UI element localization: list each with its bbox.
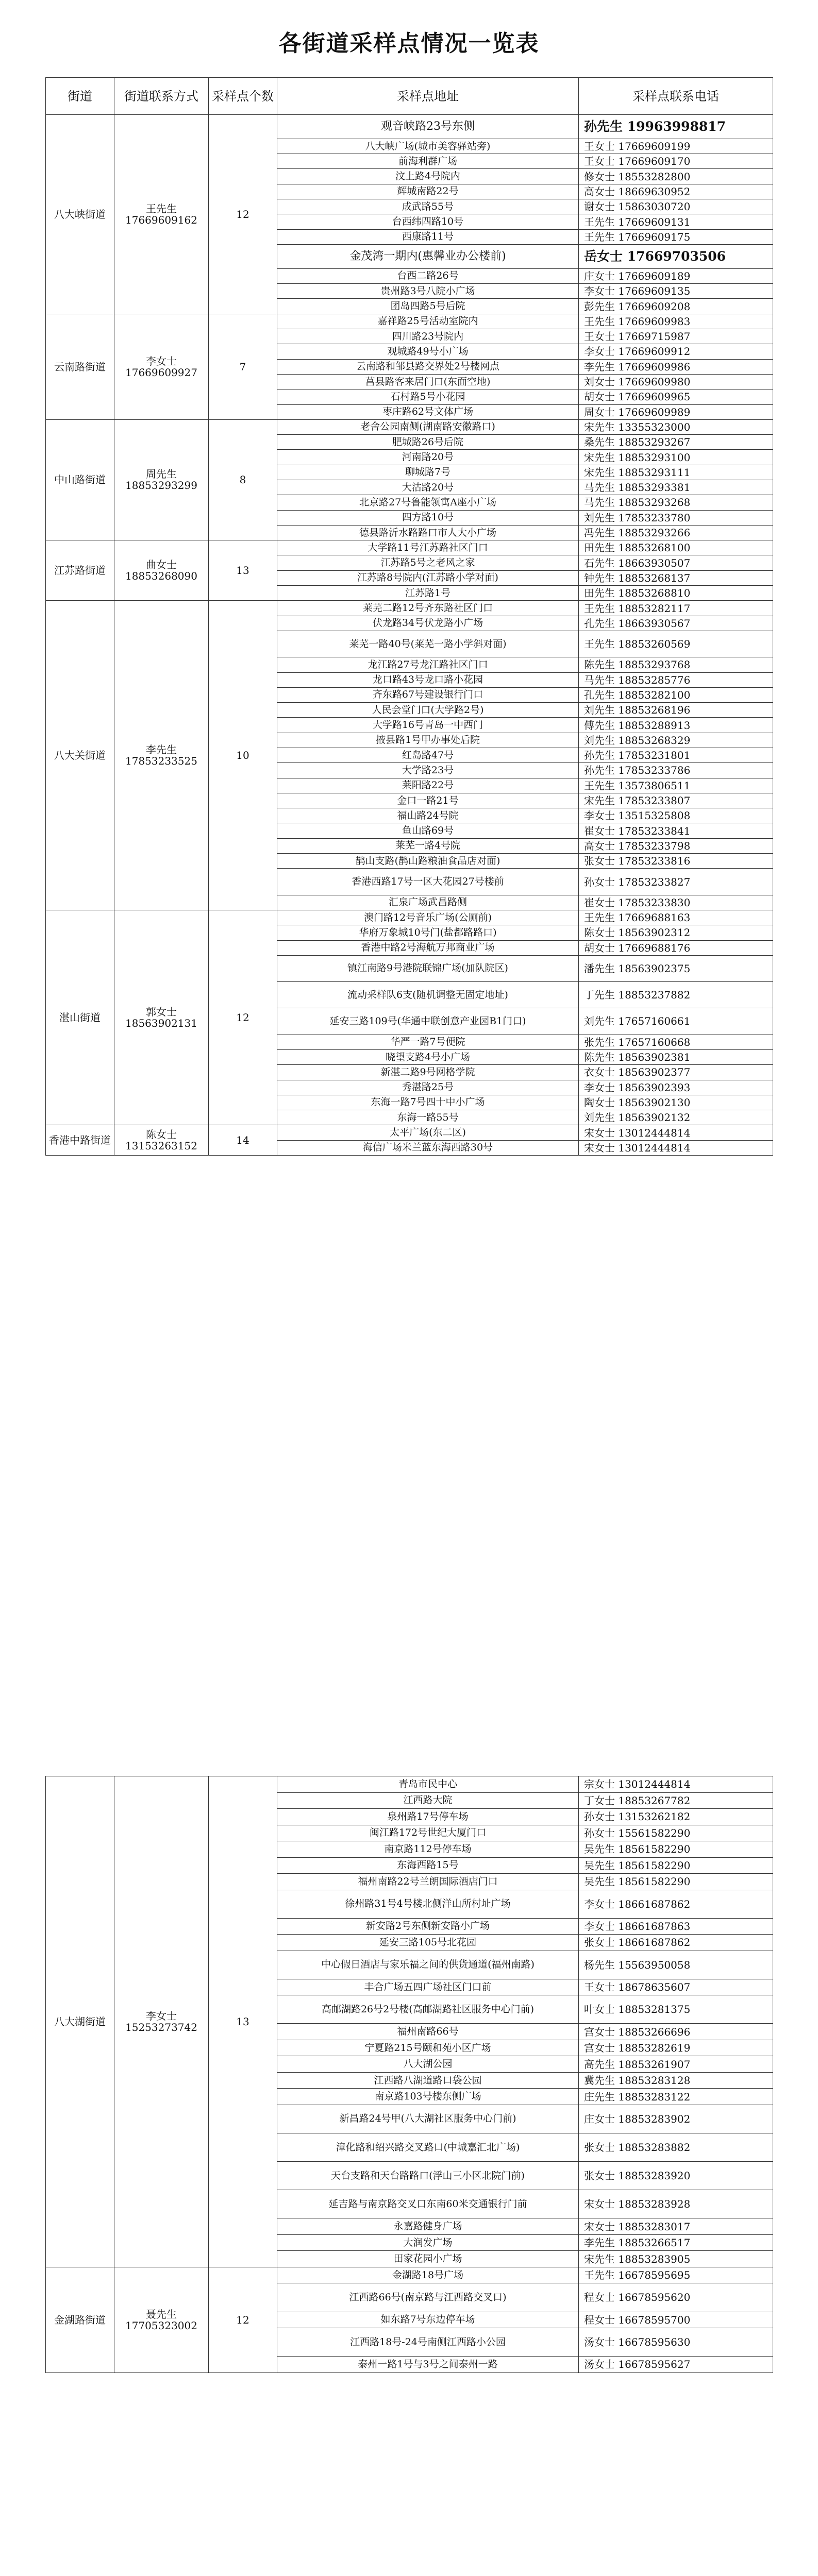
contact-name: 郭女士 — [146, 1006, 177, 1019]
sampling-address: 观音峡路23号东侧 — [277, 115, 579, 139]
sampling-phone: 孔先生 18663930567 — [579, 616, 773, 631]
sampling-phone: 孙先生 19963998817 — [579, 115, 773, 139]
sample-count: 14 — [209, 1125, 277, 1156]
sampling-address: 莱芜一路4号院 — [277, 838, 579, 853]
contact-phone: 17669609927 — [125, 366, 197, 379]
table-row — [46, 2267, 773, 2283]
street-contact — [114, 601, 209, 910]
column-header: 采样点个数 — [209, 78, 277, 115]
sampling-address: 汇泉广场武昌路侧 — [277, 895, 579, 910]
sampling-phone: 衣女士 18563902377 — [579, 1065, 773, 1080]
sampling-address: 金口一路21号 — [277, 793, 579, 808]
contact-name: 李先生 — [146, 743, 177, 756]
sampling-phone: 岳女士 17669703506 — [579, 244, 773, 268]
sampling-address: 齐东路67号建设银行门口 — [277, 687, 579, 702]
street-name: 八大峡街道 — [46, 115, 114, 314]
sampling-phone: 李女士 18563902393 — [579, 1080, 773, 1095]
street-contact — [114, 910, 209, 1125]
sampling-address: 四方路10号 — [277, 510, 579, 525]
sampling-address: 大沽路20号 — [277, 480, 579, 495]
sampling-phone: 李先生 17669609986 — [579, 359, 773, 374]
street-name: 八大关街道 — [46, 601, 114, 910]
sampling-address: 肥城路26号后院 — [277, 435, 579, 450]
sampling-phone: 马先生 18853293268 — [579, 495, 773, 510]
table-row — [46, 1776, 773, 1793]
sampling-address: 泰州一路1号与3号之间泰州一路 — [277, 2357, 579, 2373]
sampling-phone: 张女士 17853233816 — [579, 854, 773, 869]
sampling-phone: 李女士 13515325808 — [579, 808, 773, 823]
sampling-address: 新昌路24号甲(八大湖社区服务中心门前) — [277, 2105, 579, 2133]
sampling-phone: 田先生 18853268810 — [579, 586, 773, 601]
sampling-address: 云南路和邹县路交界处2号楼网点 — [277, 359, 579, 374]
sampling-address: 江苏路8号院内(江苏路小学对面) — [277, 570, 579, 585]
sampling-address: 德县路沂水路路口市人大小广场 — [277, 525, 579, 540]
sampling-address: 延安三路109号(华通中联创意产业园B1门口) — [277, 1008, 579, 1035]
street-contact — [114, 1125, 209, 1156]
sampling-phone: 陶女士 18563902130 — [579, 1095, 773, 1110]
sampling-phone: 王先生 17669609131 — [579, 214, 773, 229]
page-title: 各街道采样点情况一览表 — [278, 30, 540, 57]
sampling-phone: 李先生 18853266517 — [579, 2234, 773, 2251]
sampling-phone: 李女士 17669609135 — [579, 284, 773, 299]
sampling-address: 台西纬四路10号 — [277, 214, 579, 229]
sampling-phone: 孔先生 18853282100 — [579, 687, 773, 702]
sampling-phone: 张女士 18853283882 — [579, 2133, 773, 2162]
sample-count: 7 — [209, 314, 277, 419]
sampling-phone: 周女士 17669609989 — [579, 404, 773, 419]
sampling-phone: 刘女士 17669609980 — [579, 374, 773, 389]
sampling-address: 澳门路12号音乐广场(公厕前) — [277, 910, 579, 925]
sampling-address: 青岛市民中心 — [277, 1776, 579, 1793]
sampling-address: 汶上路4号院内 — [277, 169, 579, 184]
table-row — [46, 419, 773, 434]
sampling-phone: 王先生 18853260569 — [579, 631, 773, 657]
sampling-phone: 程女士 16678595700 — [579, 2312, 773, 2328]
sampling-address: 徐州路31号4号楼北侧洋山所村址广场 — [277, 1890, 579, 1918]
sampling-address: 掖县路1号甲办事处后院 — [277, 733, 579, 748]
sampling-address: 大学路16号青岛一中西门 — [277, 718, 579, 733]
sampling-address: 香港西路17号一区大花园27号楼前 — [277, 869, 579, 895]
sample-count: 8 — [209, 419, 277, 540]
street-name: 金湖路街道 — [46, 2267, 114, 2372]
street-name: 云南路街道 — [46, 314, 114, 419]
column-header: 采样点地址 — [277, 78, 579, 115]
sampling-address: 大学路11号江苏路社区门口 — [277, 540, 579, 555]
sampling-address: 聊城路7号 — [277, 465, 579, 480]
sampling-phone: 李女士 18661687863 — [579, 1918, 773, 1935]
sampling-address: 华严一路7号便院 — [277, 1035, 579, 1049]
sampling-phone: 张先生 17657160668 — [579, 1035, 773, 1049]
sampling-phone: 叶女士 18853281375 — [579, 1995, 773, 2024]
sampling-phone: 冯先生 18853293266 — [579, 525, 773, 540]
sampling-phone: 庄女士 17669609189 — [579, 268, 773, 283]
sampling-phone: 王先生 17669609175 — [579, 229, 773, 244]
street-contact — [114, 314, 209, 419]
sampling-phone: 陈先生 18563902381 — [579, 1049, 773, 1064]
sampling-phone: 孙先生 17853233786 — [579, 763, 773, 778]
sampling-phone: 刘先生 18563902132 — [579, 1110, 773, 1125]
sampling-address: 龙江路27号龙江路社区门口 — [277, 657, 579, 672]
sampling-phone: 彭先生 17669609208 — [579, 299, 773, 314]
contact-phone: 18853268090 — [125, 570, 197, 583]
contact-phone: 18563902131 — [125, 1017, 197, 1030]
sampling-phone: 宫女士 18853266696 — [579, 2024, 773, 2040]
sampling-address: 辉城南路22号 — [277, 184, 579, 199]
sampling-address: 东海西路15号 — [277, 1857, 579, 1874]
street-contact — [114, 419, 209, 540]
sampling-phone: 冀先生 18853283128 — [579, 2072, 773, 2089]
sampling-address: 贵州路3号八院小广场 — [277, 284, 579, 299]
sampling-address: 高邮湖路26号2号楼(高邮湖路社区服务中心门前) — [277, 1995, 579, 2024]
sampling-phone: 王先生 17669609983 — [579, 314, 773, 329]
street-contact — [114, 540, 209, 601]
sampling-phone: 田先生 18853268100 — [579, 540, 773, 555]
sampling-address: 镇江南路9号港院联锦广场(加队院区) — [277, 955, 579, 981]
sampling-phone: 孙女士 13153262182 — [579, 1809, 773, 1825]
sampling-phone: 谢女士 15863030720 — [579, 199, 773, 214]
table-row — [46, 1125, 773, 1140]
sampling-phone: 孙女士 17853233827 — [579, 869, 773, 895]
sampling-address: 人民会堂门口(大学路2号) — [277, 703, 579, 718]
sampling-address: 延吉路与南京路交叉口东南60米交通银行门前 — [277, 2190, 579, 2218]
sampling-table-page-2 — [45, 1776, 773, 2373]
sampling-address: 团岛四路5号后院 — [277, 299, 579, 314]
sampling-address: 老舍公园南侧(湖南路安徽路口) — [277, 419, 579, 434]
table-row — [46, 910, 773, 925]
sampling-address: 流动采样队6支(随机调整无固定地址) — [277, 982, 579, 1008]
table-row — [46, 314, 773, 329]
sampling-address: 南京路112号停车场 — [277, 1841, 579, 1858]
sampling-phone: 王女士 17669609199 — [579, 139, 773, 154]
sampling-address: 南京路103号楼东侧广场 — [277, 2089, 579, 2105]
sampling-phone: 马先生 18853293381 — [579, 480, 773, 495]
sampling-phone: 宋女士 18853283928 — [579, 2190, 773, 2218]
sampling-address: 西康路11号 — [277, 229, 579, 244]
sampling-phone: 马先生 18853285776 — [579, 672, 773, 687]
sampling-phone: 崔女士 17853233830 — [579, 895, 773, 910]
contact-name: 王先生 — [146, 202, 177, 215]
sampling-phone: 王先生 13573806511 — [579, 778, 773, 793]
column-header: 街道 — [46, 78, 114, 115]
sampling-phone: 吴先生 18561582290 — [579, 1857, 773, 1874]
contact-phone: 17705323002 — [125, 2319, 197, 2332]
column-header: 街道联系方式 — [114, 78, 209, 115]
header-row — [46, 78, 773, 115]
sample-count: 12 — [209, 2267, 277, 2372]
sampling-address: 江西路18号-24号南侧江西路小公园 — [277, 2328, 579, 2357]
sampling-address: 如东路7号东边停车场 — [277, 2312, 579, 2328]
sample-count: 12 — [209, 910, 277, 1125]
sampling-address: 鱼山路69号 — [277, 823, 579, 838]
sampling-phone: 宗女士 13012444814 — [579, 1776, 773, 1793]
sampling-address: 田家花园小广场 — [277, 2251, 579, 2267]
sampling-phone: 傅先生 18853288913 — [579, 718, 773, 733]
sampling-phone: 王女士 18678635607 — [579, 1979, 773, 1995]
sampling-address: 石村路5号小花园 — [277, 389, 579, 404]
sampling-phone: 高先生 18853261907 — [579, 2056, 773, 2073]
sampling-address: 江西路66号(南京路与江西路交叉口) — [277, 2283, 579, 2312]
sampling-phone: 吴先生 18561582290 — [579, 1874, 773, 1890]
contact-name: 聂先生 — [146, 2308, 177, 2320]
sampling-address: 华府万象城10号门(盐都路路口) — [277, 925, 579, 940]
sampling-address: 莱芜一路40号(莱芜一路小学斜对面) — [277, 631, 579, 657]
sampling-phone: 庄先生 18853283122 — [579, 2089, 773, 2105]
sampling-phone: 王先生 16678595695 — [579, 2267, 773, 2283]
sampling-phone: 孙女士 15561582290 — [579, 1825, 773, 1841]
sampling-address: 大润发广场 — [277, 2234, 579, 2251]
sampling-phone: 潘先生 18563902375 — [579, 955, 773, 981]
sampling-address: 香港中路2号海航万邦商业广场 — [277, 940, 579, 955]
sampling-phone: 杨先生 15563950058 — [579, 1951, 773, 1979]
sampling-address: 龙口路43号龙口路小花园 — [277, 672, 579, 687]
sampling-phone: 宫女士 18853282619 — [579, 2040, 773, 2056]
sampling-phone: 王先生 17669688163 — [579, 910, 773, 925]
sampling-phone: 刘先生 18853268196 — [579, 703, 773, 718]
sampling-phone: 宋女士 18853283017 — [579, 2218, 773, 2235]
sampling-phone: 李女士 17669609912 — [579, 344, 773, 359]
sampling-address: 太平广场(东二区) — [277, 1125, 579, 1140]
sampling-address: 嘉祥路25号活动室院内 — [277, 314, 579, 329]
table-row — [46, 601, 773, 616]
sampling-phone: 庄女士 18853283902 — [579, 2105, 773, 2133]
sampling-phone: 宋先生 18853283905 — [579, 2251, 773, 2267]
sampling-phone: 吴先生 18561582290 — [579, 1841, 773, 1858]
sampling-address: 福州南路66号 — [277, 2024, 579, 2040]
sampling-address: 红岛路47号 — [277, 748, 579, 763]
street-contact — [114, 1776, 209, 2267]
sampling-address: 泉州路17号停车场 — [277, 1809, 579, 1825]
sampling-address: 延安三路105号北花园 — [277, 1935, 579, 1951]
sampling-address: 晓望支路4号小广场 — [277, 1049, 579, 1064]
sampling-address: 闽江路172号世纪大厦门口 — [277, 1825, 579, 1841]
sampling-address: 前海利群广场 — [277, 154, 579, 169]
sampling-phone: 程女士 16678595620 — [579, 2283, 773, 2312]
sampling-address: 新湛二路9号网格学院 — [277, 1065, 579, 1080]
sampling-address: 东海一路55号 — [277, 1110, 579, 1125]
sampling-phone: 石先生 18663930507 — [579, 555, 773, 570]
contact-phone: 18853293299 — [125, 479, 197, 492]
sampling-address: 成武路55号 — [277, 199, 579, 214]
sampling-address: 八大湖公园 — [277, 2056, 579, 2073]
sampling-address: 江苏路5号之老风之家 — [277, 555, 579, 570]
sampling-phone: 宋先生 17853233807 — [579, 793, 773, 808]
sampling-phone: 张女士 18853283920 — [579, 2162, 773, 2190]
sampling-address: 河南路20号 — [277, 450, 579, 465]
contact-phone: 13153263152 — [125, 1140, 197, 1153]
sampling-phone: 崔女士 17853233841 — [579, 823, 773, 838]
sampling-address: 金茂湾一期内(惠馨业办公楼前) — [277, 244, 579, 268]
sampling-phone: 修女士 18553282800 — [579, 169, 773, 184]
street-name: 八大湖街道 — [46, 1776, 114, 2267]
sampling-address: 莱阳路22号 — [277, 778, 579, 793]
sampling-address: 海信广场米兰蓝东海西路30号 — [277, 1140, 579, 1155]
sampling-address: 莱芜二路12号齐东路社区门口 — [277, 601, 579, 616]
sampling-phone: 陈先生 18853293768 — [579, 657, 773, 672]
sampling-address: 秀湛路25号 — [277, 1080, 579, 1095]
sampling-phone: 宋先生 18853293100 — [579, 450, 773, 465]
sampling-phone: 宋先生 18853293111 — [579, 465, 773, 480]
sampling-phone: 胡女士 17669609965 — [579, 389, 773, 404]
sampling-address: 枣庄路62号文体广场 — [277, 404, 579, 419]
sampling-phone: 汤女士 16678595630 — [579, 2328, 773, 2357]
sampling-address: 大学路23号 — [277, 763, 579, 778]
sampling-phone: 高女士 17853233798 — [579, 838, 773, 853]
contact-name: 曲女士 — [146, 558, 177, 571]
sampling-phone: 丁先生 18853237882 — [579, 982, 773, 1008]
sampling-address: 漳化路和绍兴路交叉路口(中城嘉汇北广场) — [277, 2133, 579, 2162]
sampling-phone: 钟先生 18853268137 — [579, 570, 773, 585]
sample-count: 13 — [209, 540, 277, 601]
sampling-phone: 宋先生 13355323000 — [579, 419, 773, 434]
street-name: 湛山街道 — [46, 910, 114, 1125]
sampling-address: 新安路2号东侧新安路小广场 — [277, 1918, 579, 1935]
table-row — [46, 540, 773, 555]
sampling-address: 天台支路和天台路路口(浮山三小区北院门前) — [277, 2162, 579, 2190]
sampling-address: 观城路49号小广场 — [277, 344, 579, 359]
street-contact — [114, 2267, 209, 2372]
street-contact — [114, 115, 209, 314]
sampling-address: 莒县路客来居门口(东面空地) — [277, 374, 579, 389]
sampling-address: 中心假日酒店与家乐福之间的供货通道(福州南路) — [277, 1951, 579, 1979]
sampling-phone: 刘先生 17853233780 — [579, 510, 773, 525]
contact-name: 李女士 — [146, 354, 177, 367]
contact-phone: 17853233525 — [125, 755, 197, 768]
sample-count: 13 — [209, 1776, 277, 2267]
sampling-address: 八大峡广场(城市美容驿站旁) — [277, 139, 579, 154]
sampling-address: 江西路大院 — [277, 1792, 579, 1809]
sampling-address: 北京路27号鲁能领寓A座小广场 — [277, 495, 579, 510]
sampling-phone: 王女士 17669609170 — [579, 154, 773, 169]
contact-phone: 15253273742 — [125, 2021, 197, 2033]
sample-count: 10 — [209, 601, 277, 910]
sampling-phone: 王先生 18853282117 — [579, 601, 773, 616]
sampling-address: 福州南路22号兰朗国际酒店门口 — [277, 1874, 579, 1890]
sampling-address: 丰合广场五四广场社区门口前 — [277, 1979, 579, 1995]
sample-count: 12 — [209, 115, 277, 314]
column-header: 采样点联系电话 — [579, 78, 773, 115]
table-row — [46, 115, 773, 139]
sampling-phone: 高女士 18669630952 — [579, 184, 773, 199]
contact-name: 周先生 — [146, 468, 177, 481]
contact-name: 陈女士 — [146, 1128, 177, 1141]
street-name: 香港中路街道 — [46, 1125, 114, 1156]
sampling-address: 江西路八湖道路口袋公园 — [277, 2072, 579, 2089]
sampling-address: 江苏路1号 — [277, 586, 579, 601]
sampling-address: 四川路23号院内 — [277, 329, 579, 344]
sampling-address: 福山路24号院 — [277, 808, 579, 823]
sampling-address: 台西二路26号 — [277, 268, 579, 283]
sampling-address: 伏龙路34号伏龙路小广场 — [277, 616, 579, 631]
contact-name: 李女士 — [146, 2009, 177, 2022]
sampling-phone: 丁女士 18853267782 — [579, 1792, 773, 1809]
sampling-phone: 张女士 18661687862 — [579, 1935, 773, 1951]
sampling-address: 宁夏路215号颐和苑小区广场 — [277, 2040, 579, 2056]
sampling-phone: 李女士 18661687862 — [579, 1890, 773, 1918]
sampling-address: 鹊山支路(鹊山路粮油食品店对面) — [277, 854, 579, 869]
sampling-phone: 桑先生 18853293267 — [579, 435, 773, 450]
sampling-phone: 胡女士 17669688176 — [579, 940, 773, 955]
street-name: 中山路街道 — [46, 419, 114, 540]
sampling-phone: 刘先生 18853268329 — [579, 733, 773, 748]
sampling-phone: 刘先生 17657160661 — [579, 1008, 773, 1035]
street-name: 江苏路街道 — [46, 540, 114, 601]
sampling-address: 金湖路18号广场 — [277, 2267, 579, 2283]
sampling-table-page-1 — [45, 77, 773, 1156]
sampling-phone: 汤女士 16678595627 — [579, 2357, 773, 2373]
sampling-address: 东海一路7号四十中小广场 — [277, 1095, 579, 1110]
sampling-phone: 孙先生 17853231801 — [579, 748, 773, 763]
contact-phone: 17669609162 — [125, 213, 197, 226]
sampling-phone: 宋女士 13012444814 — [579, 1140, 773, 1155]
sampling-phone: 宋女士 13012444814 — [579, 1125, 773, 1140]
sampling-phone: 王女士 17669715987 — [579, 329, 773, 344]
sampling-address: 永嘉路健身广场 — [277, 2218, 579, 2235]
sampling-phone: 陈女士 18563902312 — [579, 925, 773, 940]
